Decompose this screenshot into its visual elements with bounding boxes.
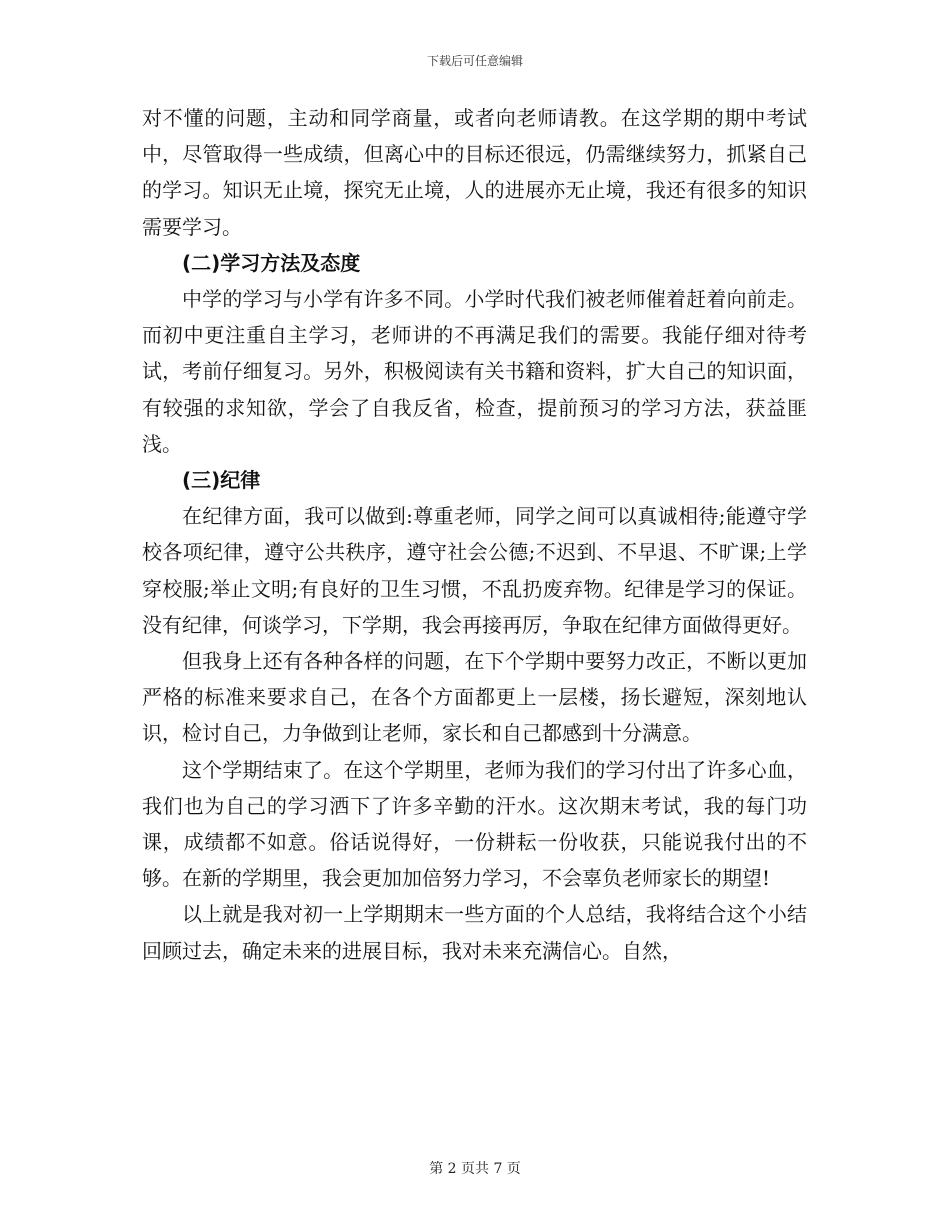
paragraph-study-methods: 中学的学习与小学有许多不同。小学时代我们被老师催着赶着向前走。而初中更注重自主学习，老师讲的不再满足我们的需要。我能仔细对待考试，考前仔细复习。另外，积极阅读有关书籍和资料，扩大自己的知识面，有较强的求知欲，学会了自我反省，检查，提前预习的学习方法，获益匪浅。 <box>142 287 807 456</box>
page-header: 下载后可任意编辑 <box>426 54 523 68</box>
paragraph-semester-end: 这个学期结束了。在这个学期里，老师为我们的学习付出了许多心血，我们也为自己的学习洒下了许多辛勤的汗水。这次期末考试，我的每门功课，成绩都不如意。俗话说得好，一份耕耘一份收获，只能说我付出的不够。在新的学期里，我会更加加倍努力学习，不会辜负老师家长的期望! <box>142 757 807 891</box>
page-footer: 第 2 页共 7 页 <box>429 1161 521 1177</box>
paragraph-discipline: 在纪律方面，我可以做到:尊重老师，同学之间可以真诚相待;能遵守学校各项纪律，遵守公共秩序，遵守社会公德;不迟到、不早退、不旷课;上学穿校服;举止文明;有良好的卫生习惯，不乱扔废弃物。纪律是学习的保证。没有纪律，何谈学习，下学期，我会再接再厉，争取在纪律方面做得更好。 <box>142 504 807 637</box>
section-heading-discipline: (三)纪律 <box>182 468 261 493</box>
document-body <box>142 100 807 969</box>
paragraph-problems: 但我身上还有各种各样的问题，在下个学期中要努力改正，不断以更加严格的标准来要求自己，在各个方面都更上一层楼，扬长避短，深刻地认识，检讨自己，力争做到让老师，家长和自己都感到十分满意。 <box>142 649 807 746</box>
paragraph-continued: 对不懂的问题，主动和同学商量，或者向老师请教。在这学期的期中考试中，尽管取得一些成绩，但离心中的目标还很远，仍需继续努力，抓紧自己的学习。知识无止境，探究无止境，人的进展亦无止境，我还有很多的知识需要学习。 <box>142 106 807 239</box>
paragraph-summary: 以上就是我对初一上学期期末一些方面的个人总结，我将结合这个小结回顾过去，确定未来的进展目标，我对未来充满信心。自然， <box>142 902 807 963</box>
section-heading-study-methods: (二)学习方法及态度 <box>182 250 361 275</box>
